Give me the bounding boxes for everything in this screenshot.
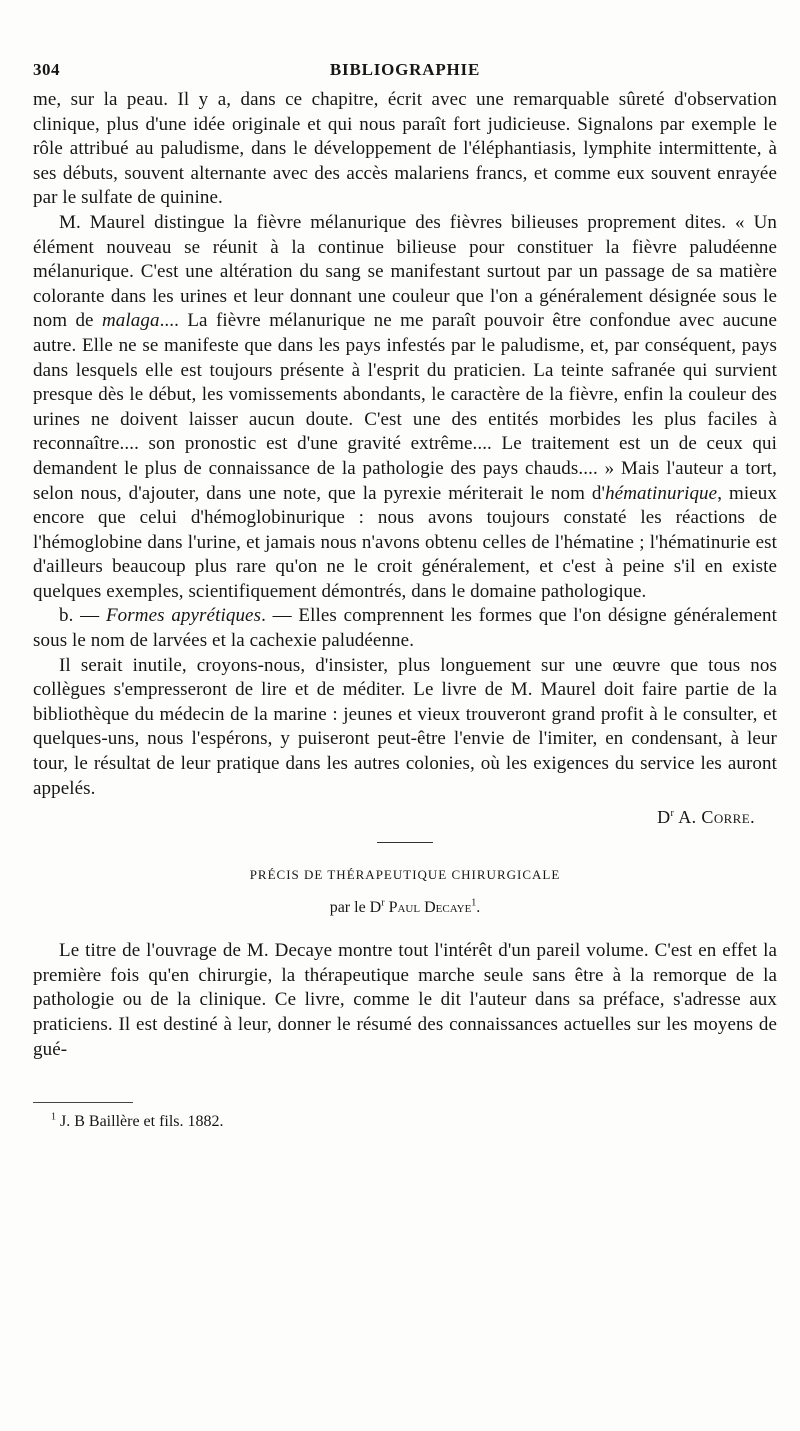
byline-prefix-sup: r [381,897,385,909]
footnote-mark: 1 [51,1111,56,1123]
running-head [33,60,777,88]
paragraph-p2 [33,211,777,605]
book-page [33,60,777,1131]
paragraph-p5 [33,939,777,1062]
byline-prefix: par le D [329,899,382,917]
footnote-reference: 1 [471,897,477,909]
signature-surname: Corre. [701,807,755,828]
running-title: BIBLIOGRAPHIE [329,60,481,79]
section-divider [377,842,433,843]
text-run: Le titre de l'ouvrage de M. Decaye montre tout l'intérêt d'un pareil volume. C'est en effet la première fois qu'en chirurgie, la thérapeutique marche seule sans être à la remorque de la pathologie ou de la clinique. Ce livre, comme le dit l'auteur dans sa préface, s'adresse aux praticiens. Il est destiné à leur, donner le résumé des connaissances actuelles sur les moyens de gué- [33,940,777,1060]
paragraph-p1 [33,88,777,211]
section-byline [33,899,777,917]
italic-term: hématinurique [605,482,718,504]
footnote-text: J. B Baillère et fils. 1882. [60,1113,224,1131]
italic-term: Formes apyrétiques [105,605,262,627]
italic-term: malaga [101,310,160,332]
text-run: .... La fièvre mélanurique ne me paraît pouvoir être confondue avec aucune autre. Elle ne se manifeste que dans les pays infestés par le paludisme, et, par conséquent, pays dans lesquels elle est toujours présente à l'esprit du praticien. La teinte safranée qui survient presque dès le début, les vomissements abondants, le caractère de la fièvre, enfin la couleur des urines ne doivent laisser aucun doute. C'est une des entités morbides les plus faciles à reconnaître.... son pronostic est d'une gravité extrême.... Le traitement est un de ceux qui demandent le plus de connaissance de la pathologie des pays chauds.... » Mais l'auteur a tort, selon nous, d'ajouter, dans une note, que la pyrexie mériterait le nom d' [33,310,777,504]
text-run: M. Maurel distingue la fièvre mélanurique des fièvres bilieuses proprement dites. « Un élément nouveau se réunit à la continue bilieuse pour constituer la fièvre paludéenne mélanurique. C'est une altération du sang se manifestant surtout par un passage de sa matière colorante dans les urines et leur donnant une couleur que l'on a généralement désignée sous le nom de [33,211,777,332]
text-run: . — Elles comprennent les formes que l'on désigne généralement sous le nom de larvées et la cachexie paludéenne. [33,605,778,652]
review-body [33,88,777,801]
byline-end: . [476,899,481,917]
page-number: 304 [33,60,60,79]
text-run: b. — [59,605,106,627]
paragraph-p4 [33,654,777,802]
signature-initial: A. [678,807,697,828]
text-run: Il serait inutile, croyons-nous, d'insister, plus longuement sur une œuvre que tous nos collègues s'empresseront de lire et de méditer. Le livre de M. Maurel doit faire partie de la bibliothèque du médecin de la marine : jeunes et vieux trouveront grand profit à le consulter, et quelques-uns, nous l'espérons, y puiseront peut-être l'envie de l'imiter, en condensant, à leur tour, le résultat de leur pratique dans les autres colonies, où les exigences du service les auront appelés. [33,654,777,799]
footnote-rule [33,1102,133,1103]
signature-prefix: D [657,807,671,828]
section-body [33,939,777,1062]
byline-author: Paul Decaye [388,899,472,917]
section-title: PRÉCIS DE THÉRAPEUTIQUE CHIRURGICALE [249,867,561,883]
text-run: , mieux encore que celui d'hémoglobinurique : nous avons toujours constaté les réactions de l'hémoglobine dans l'urine, et jamais nous n'avons obtenu celles de l'hématine ; l'hématinurie est d'ailleurs beaucoup plus rare qu'on ne le croit généralement, et c'est à peine s'il en existe quelques exemples, scientifiquement démontrés, dans le domaine pathologique. [33,482,777,602]
signature [33,807,777,828]
paragraph-p3 [33,604,777,653]
text-run: me, sur la peau. Il y a, dans ce chapitre, écrit avec une remarquable sûreté d'observation clinique, plus d'une idée originale et qui nous paraît fort judicieuse. Signalons par exemple le rôle attribué au paludisme, dans le développement de l'éléphantiasis, lymphite intermittente, à ses débuts, souvent alternante avec des accès malariens francs, et comme eux souvent enrayée par le sulfate de quinine. [33,89,777,209]
signature-prefix-sup: r [670,808,675,820]
footnote [33,1113,777,1131]
